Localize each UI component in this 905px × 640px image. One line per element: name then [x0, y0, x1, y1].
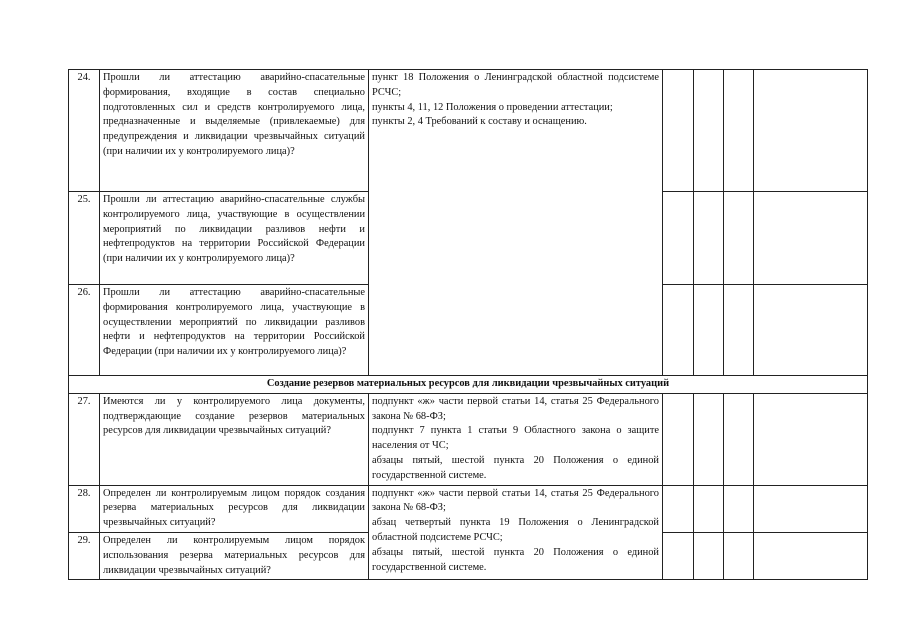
note-cell[interactable] [754, 192, 868, 285]
answer-no-cell[interactable] [694, 285, 724, 376]
answer-yes-cell[interactable] [663, 532, 694, 579]
reference-line: абзацы пятый, шестой пункта 20 Положения о единой государственной системе. [372, 546, 659, 573]
section-header-row [69, 376, 868, 394]
answer-yes-cell[interactable] [663, 285, 694, 376]
section-title: Создание резервов материальных ресурсов для ликвидации чрезвычайных ситуаций [69, 376, 868, 394]
row-number: 28. [69, 485, 100, 532]
checklist-table [68, 69, 868, 580]
question-text: Имеются ли у контролируемого лица документы, подтверждающие создание резервов материальных ресурсов для ликвидации чрезвычайных ситуаций? [100, 393, 369, 485]
answer-yes-cell[interactable] [663, 393, 694, 485]
answer-no-cell[interactable] [694, 532, 724, 579]
legal-reference [369, 485, 663, 580]
reference-line: абзац четвертый пункта 19 Положения о Ленинградской областной подсистеме РСЧС; [372, 517, 659, 543]
answer-no-cell[interactable] [694, 192, 724, 285]
answer-na-cell[interactable] [724, 192, 754, 285]
row-number: 26. [69, 285, 100, 376]
legal-reference [369, 70, 663, 376]
answer-yes-cell[interactable] [663, 70, 694, 192]
answer-yes-cell[interactable] [663, 485, 694, 532]
reference-line: абзацы пятый, шестой пункта 20 Положения о единой государственной системе. [372, 454, 659, 481]
answer-na-cell[interactable] [724, 70, 754, 192]
reference-line: пункты 4, 11, 12 Положения о проведении аттестации; [372, 101, 613, 113]
answer-na-cell[interactable] [724, 285, 754, 376]
question-text: Определен ли контролируемым лицом порядок создания резерва материальных ресурсов для ликвидации чрезвычайных ситуаций? [100, 485, 369, 532]
note-cell[interactable] [754, 532, 868, 579]
table-row [69, 393, 868, 485]
reference-line: подпункт «ж» части первой статьи 14, статья 25 Федерального закона № 68-ФЗ; [372, 487, 659, 514]
question-text: Прошли ли аттестацию аварийно-спасательные формирования, входящие в состав специально подготовленных сил и средств контролируемого лица, предназначенные и выделяемые (привлекаемые) для предупреждения и ликвидации чрезвычайных ситуаций (при наличии их у контролируемого лица)? [100, 70, 369, 192]
answer-na-cell[interactable] [724, 532, 754, 579]
table-row [69, 70, 868, 192]
note-cell[interactable] [754, 485, 868, 532]
reference-line: пункты 2, 4 Требований к составу и оснащению. [372, 116, 587, 128]
reference-line: подпункт «ж» части первой статьи 14, статья 25 Федерального закона № 68-ФЗ; [372, 395, 659, 422]
answer-no-cell[interactable] [694, 70, 724, 192]
note-cell[interactable] [754, 70, 868, 192]
row-number: 25. [69, 192, 100, 285]
row-number: 27. [69, 393, 100, 485]
answer-yes-cell[interactable] [663, 192, 694, 285]
note-cell[interactable] [754, 285, 868, 376]
legal-reference [369, 393, 663, 485]
answer-na-cell[interactable] [724, 393, 754, 485]
reference-line: подпункт 7 пункта 1 статьи 9 Областного закона о защите населения от ЧС; [372, 425, 659, 452]
question-text: Прошли ли аттестацию аварийно-спасательные формирования контролируемого лица, участвующие в осуществлении мероприятий по ликвидации разливов нефти и нефтепродуктов на территории Российской Федерации (при наличии их у контролируемого лица)? [100, 285, 369, 376]
question-text: Прошли ли аттестацию аварийно-спасательные службы контролируемого лица, участвующие в осуществлении мероприятий по ликвидации разливов нефти и нефтепродуктов на территории Российской Федерации (при наличии их у контролируемого лица)? [100, 192, 369, 285]
answer-na-cell[interactable] [724, 485, 754, 532]
answer-no-cell[interactable] [694, 393, 724, 485]
reference-line: пункт 18 Положения о Ленинградской областной подсистеме РСЧС; [372, 72, 659, 98]
question-text: Определен ли контролируемым лицом порядок использования резерва материальных ресурсов для ликвидации чрезвычайных ситуаций? [100, 532, 369, 579]
row-number: 24. [69, 70, 100, 192]
table-row [69, 485, 868, 532]
note-cell[interactable] [754, 393, 868, 485]
row-number: 29. [69, 532, 100, 579]
answer-no-cell[interactable] [694, 485, 724, 532]
